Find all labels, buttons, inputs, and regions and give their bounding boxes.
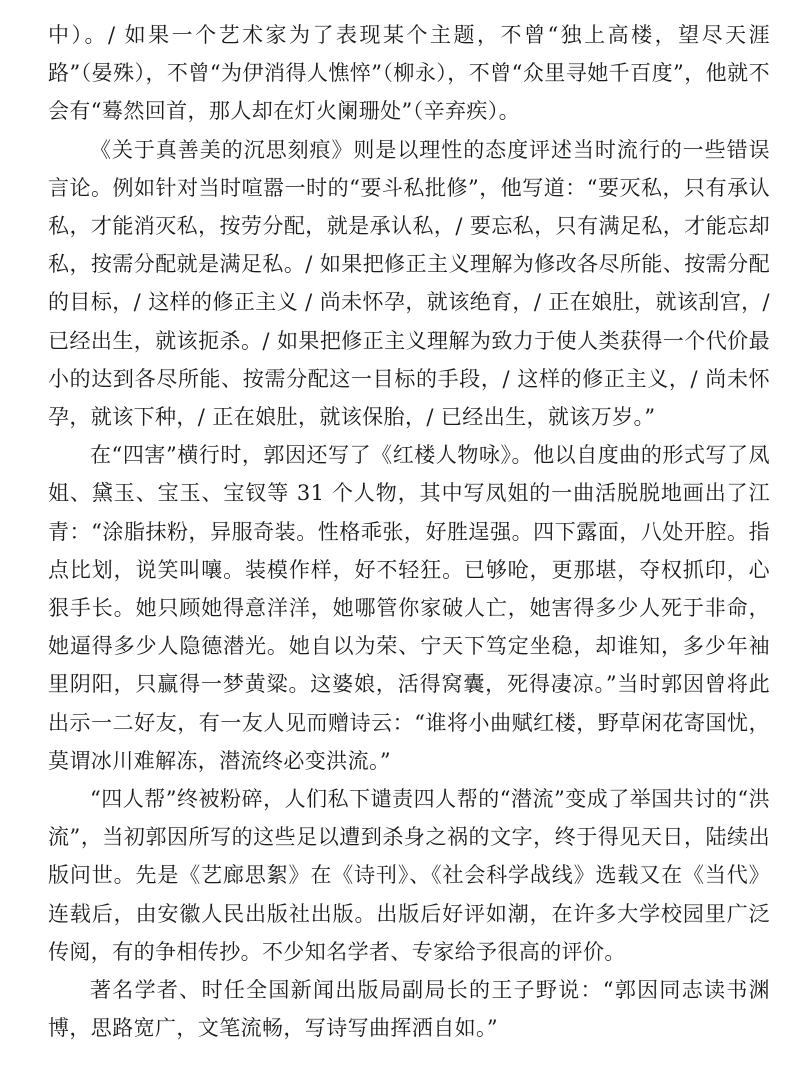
paragraph-1: 中）。/ 如果一个艺术家为了表现某个主题，不曾“独上高楼，望尽天涯路”（晏殊），不曾“为伊消得人憔悴”（柳永），不曾“众里寻她千百度”，他就不会有“蓦然回首，那人却在灯火阑珊处”（辛弃疾）。 bbox=[48, 23, 770, 124]
paragraph-5: 著名学者、时任全国新闻出版局副局长的王子野说：“郭因同志读书渊博，思路宽广，文笔流畅，写诗写曲挥洒自如。” bbox=[48, 978, 770, 1041]
paragraph-4: “四人帮”终被粉碎，人们私下谴责四人帮的“潜流”变成了举国共讨的“洪流”，当初郭因所写的这些足以遭到杀身之祸的文字，终于得见天日，陆续出版问世。先是《艺廊思絮》在《诗刊》、《社会科学战线》选载又在《当代》连载后，由安徽人民出版社出版。出版后好评如潮，在许多大学校园里广泛传阅，有的争相传抄。不少知名学者、专家给予很高的评价。 bbox=[48, 787, 770, 964]
document-page bbox=[48, 16, 770, 1056]
paragraph-3: 在“四害”横行时，郭因还写了《红楼人物咏》。他以自度曲的形式写了凤姐、黛玉、宝玉、宝钗等 31 个人物，其中写凤姐的一曲活脱脱地画出了江青：“涂脂抹粉，异服奇装。性格乖张，好胜逞强。四下露面，八处开腔。指点比划，说笑叫嚷。装模作样，好不轻狂。已够呛，更那堪，夺权抓印，心狠手长。她只顾她得意洋洋，她哪管你家破人亡，她害得多少人死于非命，她逼得多少人隐德潜光。她自以为荣、宁天下笃定坐稳，却谁知，多少年袖里阴阳，只赢得一梦黄粱。这婆娘，活得窝囊，死得凄凉。”当时郭因曾将此出示一二好友，有一友人见而赠诗云：“谁将小曲赋红楼，野草闲花寄国忧，莫谓冰川难解冻，潜流终必变洪流。” bbox=[48, 443, 770, 773]
paragraph-2: 《关于真善美的沉思刻痕》则是以理性的态度评述当时流行的一些错误言论。例如针对当时喧嚣一时的“要斗私批修”，他写道：“要灭私，只有承认私，才能消灭私，按劳分配，就是承认私，/ 要忘私，只有满足私，才能忘却私，按需分配就是满足私。/ 如果把修正主义理解为修改各尽所能、按需分配的目标，/ 这样的修正主义 / 尚未怀孕，就该绝育，/ 正在娘肚，就该刮宫，/ 已经出生，就该扼杀。/ 如果把修正主义理解为致力于使人类获得一个代价最小的达到各尽所能、按需分配这一目标的手段，/ 这样的修正主义，/ 尚未怀孕，就该下种，/ 正在娘肚，就该保胎，/ 已经出生，就该万岁。” bbox=[48, 137, 770, 430]
